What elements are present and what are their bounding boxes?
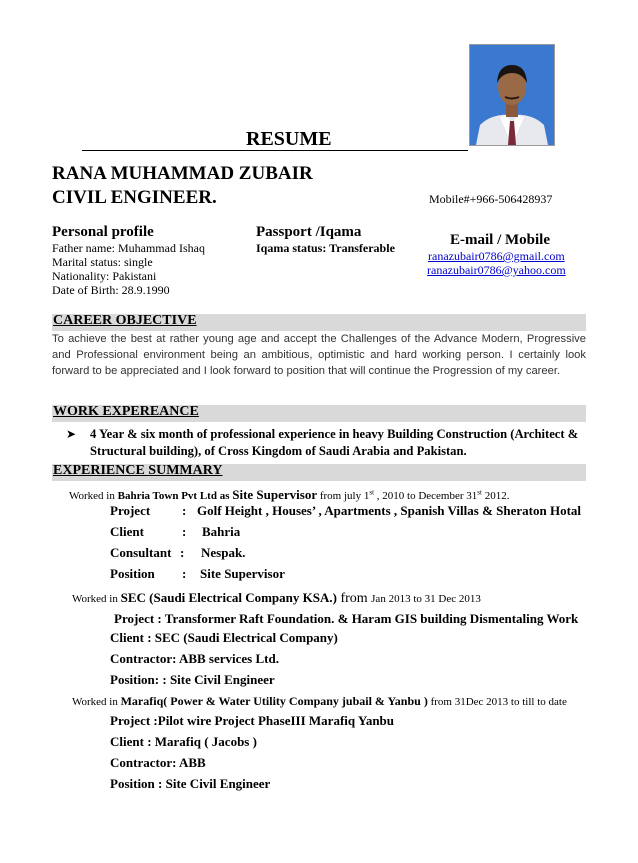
experience-summary-heading: EXPERIENCE SUMMARY bbox=[53, 463, 223, 478]
job1-mid: , 2010 to December 31 bbox=[374, 490, 478, 502]
job1-from: from july 1 bbox=[317, 490, 370, 502]
job1-position-label: Position bbox=[110, 566, 155, 581]
candidate-job-title: CIVIL ENGINEER. bbox=[52, 187, 217, 208]
job1-end: 2012. bbox=[481, 490, 510, 502]
job3-position: Position : Site Civil Engineer bbox=[110, 776, 271, 791]
job1-project-colon: : bbox=[182, 503, 187, 518]
experience-summary-bar bbox=[52, 464, 586, 481]
personal-profile-heading: Personal profile bbox=[52, 224, 154, 240]
contact-heading: E-mail / Mobile bbox=[450, 232, 550, 248]
candidate-name: RANA MUHAMMAD ZUBAIR bbox=[52, 163, 313, 184]
job1-role: Site Supervisor bbox=[232, 487, 318, 502]
person-photo-icon bbox=[470, 45, 554, 145]
job1-position: Site Supervisor bbox=[200, 566, 285, 581]
email-gmail-link[interactable]: ranazubair0786@gmail.com bbox=[428, 249, 565, 263]
work-experience-bar bbox=[52, 405, 586, 422]
marital-status: Marital status: single bbox=[52, 255, 153, 269]
job1-project: Golf Height , Houses’ , Apartments , Spanish Villas & Sheraton Hotal bbox=[197, 503, 582, 518]
career-objective-bar bbox=[52, 314, 586, 331]
date-of-birth: Date of Birth: 28.9.1990 bbox=[52, 283, 170, 297]
email-yahoo-link[interactable]: ranazubair0786@yahoo.com bbox=[427, 263, 566, 277]
job1-client: Bahria bbox=[202, 524, 241, 539]
career-objective-heading: CAREER OBJECTIVE bbox=[53, 313, 197, 328]
job1-consultant-label: Consultant bbox=[110, 545, 172, 560]
job1-client-colon: : bbox=[182, 524, 187, 539]
job1-client-label: Client bbox=[110, 524, 144, 539]
nationality: Nationality: Pakistani bbox=[52, 269, 157, 283]
job1-sup2: st bbox=[477, 488, 482, 497]
work-experience-heading: WORK EXPEREANCE bbox=[53, 404, 199, 419]
profile-photo bbox=[469, 44, 555, 146]
job2-contractor: Contractor: ABB services Ltd. bbox=[110, 651, 279, 666]
job3-company: Marafiq( Power & Water Utility Company jubail & Yanbu ) bbox=[120, 694, 428, 708]
job3-project: Project :Pilot wire Project PhaseIII Marafiq Yanbu bbox=[110, 713, 395, 728]
job1-company: Bahria Town Pvt Ltd bbox=[117, 490, 217, 502]
job2-worked-line bbox=[72, 590, 481, 607]
father-name: Father name: Muhammad Ishaq bbox=[52, 241, 205, 255]
job2-project: Project : Transformer Raft Foundation. & Haram GIS building Dismentaling Work bbox=[114, 611, 579, 626]
job1-consultant-colon: : bbox=[180, 545, 185, 560]
resume-title: RESUME bbox=[246, 128, 332, 150]
job1-worked-line bbox=[69, 487, 509, 503]
job1-as: as bbox=[216, 490, 233, 502]
career-objective-text: To achieve the best at rather young age and accept the Challenges of the Advance Modern, Progressive and Professional environment being an ambitious, optimistic and hard working person. I certainly look forward to be appreciated and I look forward to position that will continue the Progression of my career. bbox=[52, 333, 586, 378]
arrow-bullet-icon: ➤ bbox=[66, 427, 77, 441]
job1-sup1: st bbox=[369, 488, 375, 497]
work-experience-bullet: 4 Year & six month of professional experience in heavy Building Construction (Architect & Structural building), of Cross Kingdom of Saudi Arabia and Pakistan. bbox=[90, 427, 579, 458]
job3-worked-line bbox=[72, 694, 567, 709]
job1-consultant: Nespak. bbox=[201, 545, 246, 560]
job1-position-colon: : bbox=[182, 566, 187, 581]
job3-contractor: Contractor: ABB bbox=[110, 755, 206, 770]
job1-worked-in: Worked in bbox=[69, 490, 118, 502]
job2-dates: Jan 2013 to 31 Dec 2013 bbox=[371, 593, 481, 605]
job2-worked-in: Worked in bbox=[72, 593, 121, 605]
job2-position: Position: : Site Civil Engineer bbox=[110, 672, 275, 687]
job3-dates: from 31Dec 2013 to till to date bbox=[427, 696, 567, 708]
job2-company: SEC (Saudi Electrical Company KSA.) bbox=[120, 590, 337, 605]
passport-heading: Passport /Iqama bbox=[256, 224, 362, 240]
mobile-number: Mobile#+966-506428937 bbox=[429, 192, 553, 206]
job2-client: Client : SEC (Saudi Electrical Company) bbox=[110, 630, 338, 645]
job2-from: from bbox=[336, 591, 372, 606]
job3-worked-in: Worked in bbox=[72, 696, 121, 708]
job1-project-label: Project bbox=[110, 503, 151, 518]
job3-client: Client : Marafiq ( Jacobs ) bbox=[110, 734, 257, 749]
iqama-status: Iqama status: Transferable bbox=[256, 241, 395, 255]
